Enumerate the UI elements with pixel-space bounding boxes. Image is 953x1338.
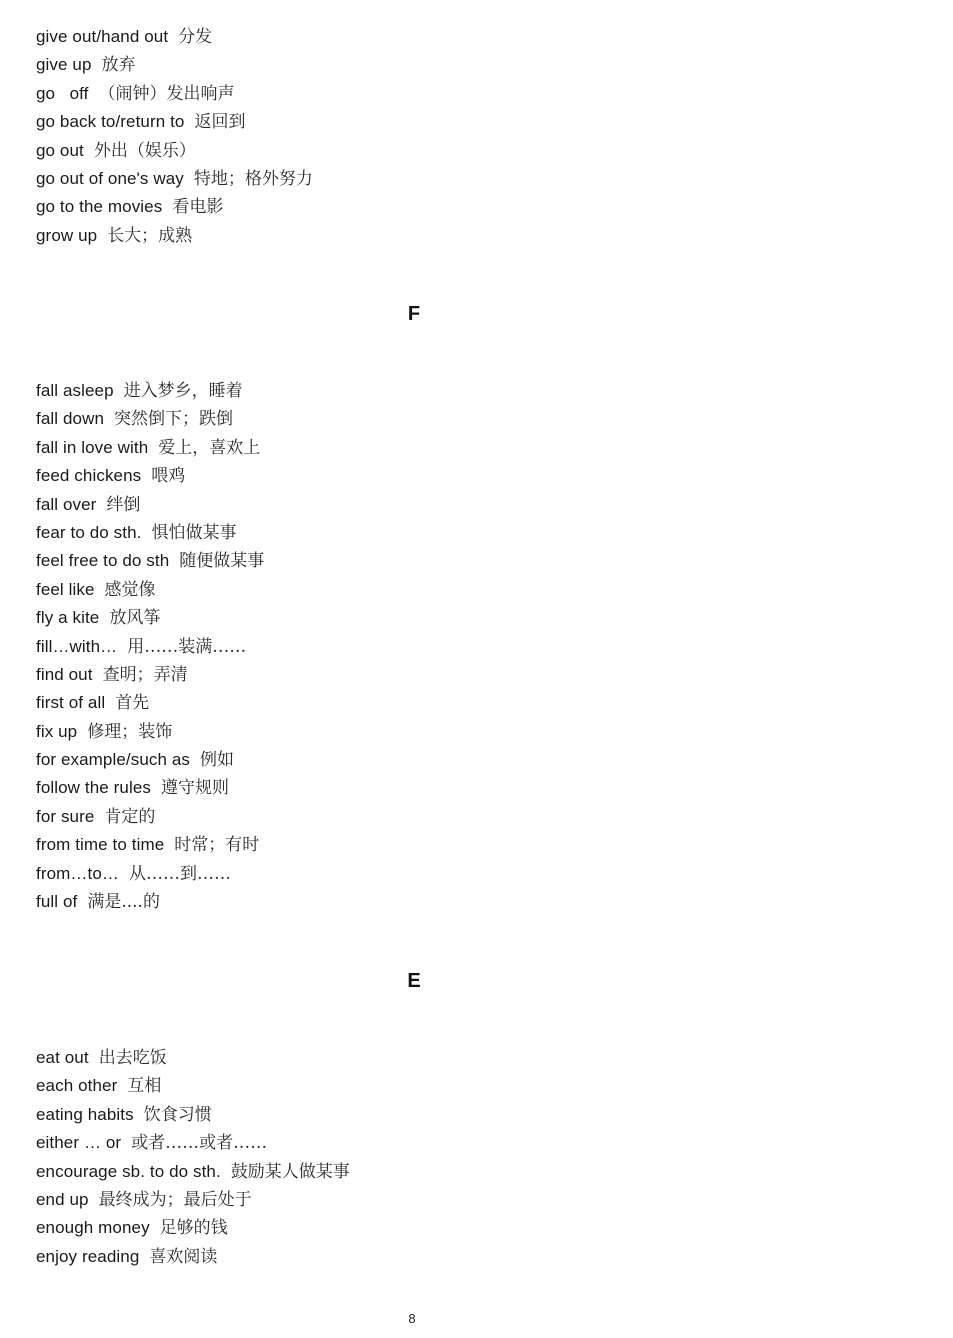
phrase-english: feel like xyxy=(36,579,95,599)
phrase-chinese: 从……到…… xyxy=(128,863,231,884)
section-letter-f: F xyxy=(407,303,421,325)
phrase-entry xyxy=(36,1214,350,1242)
phrase-chinese: 喜欢阅读 xyxy=(149,1246,218,1267)
phrase-entry xyxy=(36,1243,350,1271)
phrase-chinese: 例如 xyxy=(200,750,235,771)
phrase-chinese: 长大；成熟 xyxy=(107,225,193,246)
phrase-entry xyxy=(36,860,264,888)
phrase-english: fill…with… xyxy=(36,636,118,656)
phrase-entry xyxy=(36,604,264,632)
phrase-english: from time to time xyxy=(36,835,165,855)
phrase-entry xyxy=(36,1129,350,1157)
phrase-chinese: 或者……或者…… xyxy=(131,1133,268,1154)
entry-list-g xyxy=(36,23,313,250)
phrase-english: end up xyxy=(36,1189,89,1209)
phrase-entry xyxy=(36,137,313,165)
phrase-entry xyxy=(36,831,264,859)
phrase-chinese: 查明；弄清 xyxy=(102,664,188,685)
phrase-entry xyxy=(36,803,264,831)
phrase-english: full of xyxy=(36,892,78,912)
phrase-english: go out xyxy=(36,140,84,160)
phrase-entry xyxy=(36,576,264,604)
phrase-english: fly a kite xyxy=(36,608,100,628)
phrase-entry xyxy=(36,633,264,661)
phrase-entry xyxy=(36,689,264,717)
phrase-chinese: 首先 xyxy=(115,693,150,714)
phrase-entry xyxy=(36,462,264,490)
phrase-entry xyxy=(36,774,264,802)
entry-list-f xyxy=(36,377,264,916)
phrase-english: go to the movies xyxy=(36,197,163,217)
phrase-english: enjoy reading xyxy=(36,1246,140,1266)
section-letter-e: E xyxy=(407,970,421,992)
phrase-entry xyxy=(36,718,264,746)
phrase-english: go off xyxy=(36,83,89,103)
phrase-english: give out/hand out xyxy=(36,27,169,46)
phrase-chinese: 突然倒下；跌倒 xyxy=(114,409,233,430)
phrase-chinese: 特地；格外努力 xyxy=(193,168,313,189)
phrase-chinese: 爱上，喜欢上 xyxy=(158,437,261,458)
phrase-english: eat out xyxy=(36,1048,89,1067)
phrase-english: fall asleep xyxy=(36,381,114,400)
phrase-english: give up xyxy=(36,55,92,75)
page-number: 8 xyxy=(408,1311,416,1326)
phrase-english: either … or xyxy=(36,1133,122,1153)
phrase-english: from…to… xyxy=(36,863,119,883)
phrase-chinese: 肯定的 xyxy=(104,806,156,827)
phrase-chinese: （闹钟）发出响声 xyxy=(98,83,235,104)
phrase-chinese: 修理；装饰 xyxy=(87,721,173,742)
phrase-chinese: 绊倒 xyxy=(106,494,141,515)
phrase-chinese: 进入梦乡，睡着 xyxy=(123,381,243,401)
phrase-english: go out of one's way xyxy=(36,168,184,188)
phrase-english: grow up xyxy=(36,225,98,245)
phrase-entry xyxy=(36,1101,350,1129)
phrase-english: first of all xyxy=(36,693,106,713)
phrase-entry xyxy=(36,547,264,575)
phrase-entry xyxy=(36,23,313,51)
phrase-chinese: 惧怕做某事 xyxy=(151,522,237,543)
phrase-entry xyxy=(36,51,313,79)
phrase-chinese: 看电影 xyxy=(172,197,224,218)
phrase-entry xyxy=(36,377,264,405)
phrase-entry xyxy=(36,1072,350,1100)
phrase-english: for sure xyxy=(36,806,95,826)
entry-list-e xyxy=(36,1044,350,1271)
phrase-chinese: 放风筝 xyxy=(109,608,161,629)
phrase-chinese: 时常；有时 xyxy=(174,835,260,856)
phrase-entry xyxy=(36,222,313,250)
phrase-entry xyxy=(36,888,264,916)
phrase-english: fall down xyxy=(36,409,104,429)
phrase-entry xyxy=(36,746,264,774)
phrase-chinese: 分发 xyxy=(178,27,213,47)
phrase-english: encourage sb. to do sth. xyxy=(36,1161,221,1181)
phrase-english: fear to do sth. xyxy=(36,522,142,542)
phrase-english: fall over xyxy=(36,494,97,514)
phrase-entry xyxy=(36,80,313,108)
phrase-chinese: 最终成为；最后处于 xyxy=(98,1189,252,1210)
phrase-english: fall in love with xyxy=(36,437,149,457)
phrase-entry xyxy=(36,405,264,433)
phrase-english: go back to/return to xyxy=(36,112,185,132)
phrase-chinese: 外出（娱乐） xyxy=(93,140,196,161)
phrase-entry xyxy=(36,193,313,221)
phrase-chinese: 感觉像 xyxy=(104,579,156,600)
phrase-chinese: 饮食习惯 xyxy=(143,1104,212,1125)
phrase-chinese: 放弃 xyxy=(101,55,136,76)
phrase-chinese: 遵守规则 xyxy=(161,778,229,799)
phrase-chinese: 足够的钱 xyxy=(159,1218,228,1239)
phrase-entry xyxy=(36,434,264,462)
phrase-entry xyxy=(36,491,264,519)
phrase-chinese: 喂鸡 xyxy=(151,466,186,487)
phrase-entry xyxy=(36,661,264,689)
phrase-chinese: 互相 xyxy=(127,1076,162,1097)
phrase-entry xyxy=(36,108,313,136)
phrase-entry xyxy=(36,1186,350,1214)
phrase-chinese: 鼓励某人做某事 xyxy=(230,1161,350,1182)
phrase-english: feed chickens xyxy=(36,466,142,486)
phrase-entry xyxy=(36,1158,350,1186)
phrase-english: follow the rules xyxy=(36,778,151,798)
phrase-chinese: 满是....的 xyxy=(87,892,160,913)
phrase-chinese: 用……装满…… xyxy=(127,636,247,657)
phrase-english: fix up xyxy=(36,721,78,741)
phrase-entry xyxy=(36,165,313,193)
phrase-chinese: 出去吃饭 xyxy=(98,1048,167,1068)
phrase-entry xyxy=(36,519,264,547)
phrase-chinese: 返回到 xyxy=(194,112,246,133)
phrase-english: feel free to do sth xyxy=(36,551,170,571)
phrase-english: find out xyxy=(36,664,93,684)
phrase-entry xyxy=(36,1044,350,1072)
phrase-english: eating habits xyxy=(36,1104,134,1124)
phrase-english: for example/such as xyxy=(36,750,191,770)
phrase-chinese: 随便做某事 xyxy=(179,551,265,572)
phrase-english: enough money xyxy=(36,1218,150,1238)
phrase-english: each other xyxy=(36,1076,118,1096)
